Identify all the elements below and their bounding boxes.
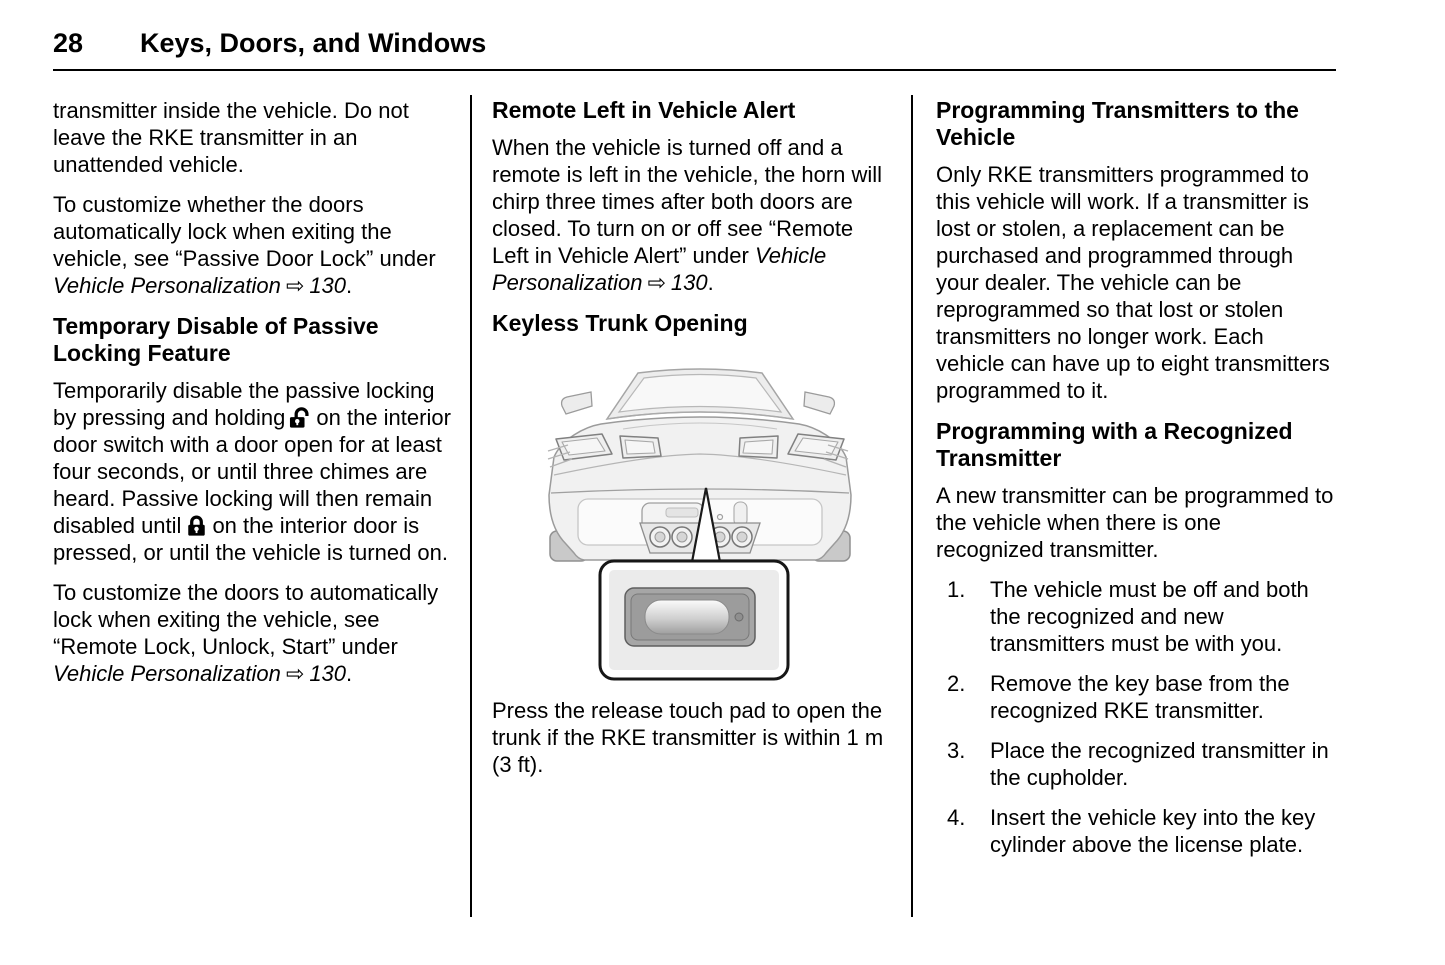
caption-text: Press the release touch pad to open the trunk if the RKE transmitter is within 1 m (3 ft).	[492, 698, 884, 777]
paragraph-text: To customize the doors to automatically lock when exiting the vehicle, see “Remote Lock, Unlock, Start” under	[53, 580, 439, 659]
numbered-list	[936, 576, 1334, 858]
list-item-text: Place the recognized transmitter in the cupholder.	[990, 738, 1329, 790]
left-mirror	[562, 392, 592, 414]
paragraph-text: on the interior door is pressed, or until the vehicle is turned on.	[53, 513, 449, 565]
section-heading: Programming with a Recognized Transmitter	[936, 418, 1293, 471]
list-item-number: 1.	[947, 577, 966, 602]
xref-title: Vehicle Personalization	[53, 661, 281, 686]
paragraph-text: Only RKE transmitters programmed to this vehicle will work. If a transmitter is lost or stolen, a replacement can be purchased and programmed through your dealer. The vehicle can be reprogrammed so that lost or stolen transmitters no longer work. Each vehicle can have up to eight transmitters programmed to it.	[936, 162, 1330, 403]
list-item-number: 2.	[947, 671, 966, 696]
list-item	[947, 576, 1334, 657]
vehicle-rear-illustration	[488, 347, 908, 687]
page-title: Keys, Doors, and Windows	[140, 28, 487, 58]
paragraph-text: transmitter inside the vehicle. Do not leave the RKE transmitter in an unattended vehicle.	[53, 98, 409, 177]
touch-pad-sensor	[735, 613, 743, 621]
list-item	[947, 670, 1334, 724]
xref-title: Vehicle Personalization	[53, 273, 281, 298]
page-header	[53, 28, 486, 59]
paragraph	[53, 579, 453, 687]
column-right	[936, 97, 1334, 871]
paragraph-text: When the vehicle is turned off and a remote is left in the vehicle, the horn will chirp three times after both doors are closed. To turn on or off see “Remote Left in Vehicle Alert” under	[492, 135, 883, 268]
section-heading: Programming Transmitters to the Vehicle	[936, 97, 1299, 150]
lock-icon	[184, 514, 209, 537]
paragraph	[936, 161, 1334, 404]
xref-page: 130	[309, 273, 347, 298]
unlock-icon	[288, 406, 313, 429]
page-number: 28	[53, 28, 84, 58]
column-divider	[911, 95, 913, 917]
paragraph	[936, 482, 1334, 563]
xref-page: 130	[309, 661, 347, 686]
paragraph	[53, 97, 453, 178]
list-item-number: 4.	[947, 805, 966, 830]
list-item-text: The vehicle must be off and both the recognized and new transmitters must be with you.	[990, 577, 1309, 656]
list-item-text: Remove the key base from the recognized RKE transmitter.	[990, 671, 1290, 723]
paragraph	[53, 191, 453, 299]
paragraph-text: .	[346, 273, 353, 298]
paragraph	[492, 134, 892, 296]
paragraph-text: A new transmitter can be programmed to the vehicle when there is one recognized transmitter.	[936, 483, 1334, 562]
xref-arrow-icon: ⇨	[647, 270, 666, 295]
list-item	[947, 737, 1334, 791]
paragraph-text: To customize whether the doors automatically lock when exiting the vehicle, see “Passive Door Lock” under	[53, 192, 436, 271]
paragraph-text: on the interior door switch with a door open for at least four seconds, or until three chimes are heard. Passive locking will then remain disabled until	[53, 405, 451, 538]
column-middle	[492, 97, 892, 791]
rear-window	[619, 375, 781, 413]
paragraph-text: .	[346, 661, 353, 686]
right-mirror	[804, 392, 834, 414]
xref-page: 130	[670, 270, 708, 295]
xref-arrow-icon: ⇨	[285, 661, 305, 686]
column-left	[53, 97, 453, 700]
paragraph-text: Temporarily disable the passive locking by pressing and holding	[53, 378, 435, 430]
section-heading: Temporary Disable of Passive Locking Feature	[53, 313, 379, 366]
section-heading: Keyless Trunk Opening	[492, 310, 748, 336]
paragraph-text: .	[707, 270, 714, 295]
list-item	[947, 804, 1334, 858]
xref-title: Vehicle Personalization	[492, 243, 827, 295]
list-item-number: 3.	[947, 738, 966, 763]
list-item-text: Insert the vehicle key into the key cylinder above the license plate.	[990, 805, 1316, 857]
callout-box	[600, 561, 788, 679]
column-divider	[470, 95, 472, 917]
illustration-caption	[492, 697, 892, 778]
header-rule	[53, 69, 1336, 71]
section-heading: Remote Left in Vehicle Alert	[492, 97, 796, 123]
paragraph	[53, 377, 453, 566]
touch-pad-button	[645, 600, 729, 634]
xref-arrow-icon: ⇨	[285, 273, 305, 298]
